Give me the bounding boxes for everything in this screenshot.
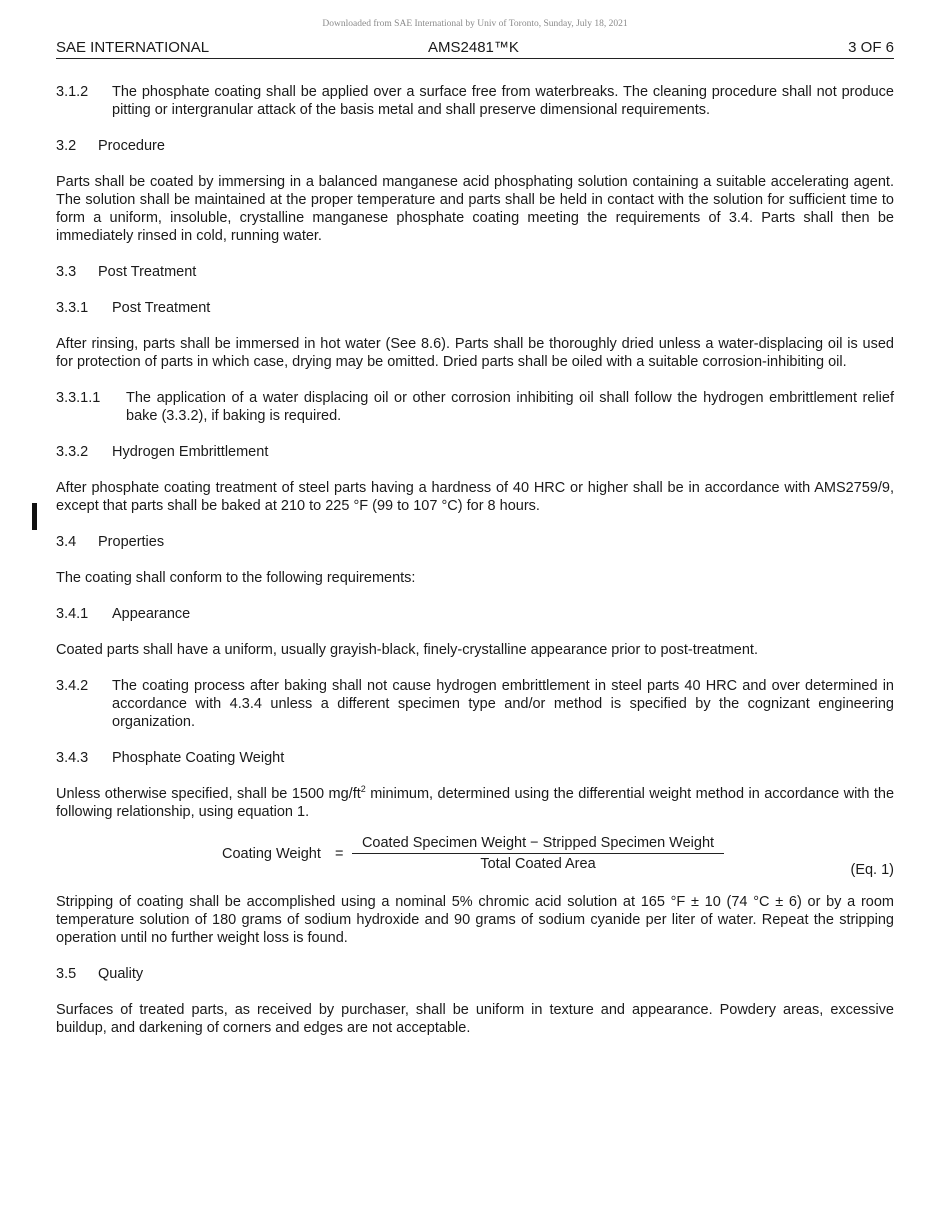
equation-number-tag: (Eq. 1) bbox=[850, 862, 894, 878]
section-text: The phosphate coating shall be applied over a surface free from waterbreaks. The cleaning procedure shall not produce pitting or intergranular attack of the basis metal and shall preserve dimensional requirements. bbox=[112, 84, 894, 118]
section-3-1-2 bbox=[56, 83, 894, 119]
section-number: 3.3 bbox=[56, 264, 77, 280]
equation-denominator: Total Coated Area bbox=[480, 856, 596, 872]
section-3-4-heading bbox=[56, 533, 894, 551]
section-number: 3.4.3 bbox=[56, 750, 89, 766]
document-body bbox=[56, 83, 894, 1055]
section-number: 3.4 bbox=[56, 534, 77, 550]
section-3-3-1-heading bbox=[56, 299, 894, 317]
section-3-4-body: The coating shall conform to the following requirements: bbox=[56, 570, 416, 586]
section-text: The application of a water displacing oil or other corrosion inhibiting oil shall follow the hydrogen embrittlement relief bake (3.3.2), if baking is required. bbox=[126, 390, 894, 424]
section-3-4-1-body: Coated parts shall have a uniform, usually grayish-black, finely-crystalline appearance prior to post-treatment. bbox=[56, 642, 758, 658]
equation-fraction bbox=[352, 834, 724, 873]
section-3-3-heading bbox=[56, 263, 894, 281]
section-title: Quality bbox=[98, 966, 144, 982]
section-number: 3.4.1 bbox=[56, 606, 89, 622]
section-3-5-body: Surfaces of treated parts, as received by purchaser, shall be uniform in texture and appearance. Powdery areas, excessive buildup, and darkening of corners and edges are not acceptable. bbox=[56, 1002, 894, 1036]
section-3-4-2 bbox=[56, 677, 894, 731]
section-text: The coating process after baking shall not cause hydrogen embrittlement in steel parts 40 HRC and over determined in accordance with 4.3.4 unless a different specimen type and/or method is specified by the cognizant engineering organization. bbox=[112, 678, 894, 730]
page-header bbox=[56, 38, 894, 59]
section-number: 3.2 bbox=[56, 138, 77, 154]
body-text-end: minimum, determined using the differential weight method in accordance with the following relationship, using equation 1. bbox=[56, 786, 895, 820]
section-3-2-heading bbox=[56, 137, 894, 155]
section-3-3-2-body: After phosphate coating treatment of steel parts having a hardness of 40 HRC or higher shall be in accordance with AMS2759/9, except that parts shall be baked at 210 to 225 °F (99 to 107 °C) for 8 hours. bbox=[56, 480, 894, 514]
section-number: 3.5 bbox=[56, 966, 77, 982]
section-number: 3.3.1.1 bbox=[56, 390, 101, 406]
section-3-3-2-heading bbox=[56, 443, 894, 461]
section-3-4-3-heading bbox=[56, 749, 894, 767]
header-doc-id: AMS2481™K bbox=[428, 39, 519, 56]
section-number: 3.1.2 bbox=[56, 84, 89, 100]
revision-change-bar bbox=[32, 503, 37, 530]
header-page-number: 3 OF 6 bbox=[848, 39, 894, 56]
equation-numerator: Coated Specimen Weight − Stripped Specimen Weight bbox=[352, 834, 724, 854]
superscript-exponent: 2 bbox=[360, 784, 366, 795]
section-title: Post Treatment bbox=[112, 300, 211, 316]
section-3-4-1-heading bbox=[56, 605, 894, 623]
section-number: 3.3.2 bbox=[56, 444, 89, 460]
header-org: SAE INTERNATIONAL bbox=[56, 39, 210, 56]
section-3-2-body: Parts shall be coated by immersing in a balanced manganese acid phosphating solution containing a suitable accelerating agent. The solution shall be maintained at the proper temperature and parts shall be held in contact with the solution for sufficient time to form a uniform, insoluble, crystalline manganese phosphate coating meeting the requirements of 3.4. Parts shall then be immediately rinsed in cold, running water. bbox=[56, 174, 894, 244]
section-title: Phosphate Coating Weight bbox=[112, 750, 285, 766]
body-text-start: Unless otherwise specified, shall be 1500 mg/ft bbox=[56, 786, 361, 802]
section-title: Appearance bbox=[112, 606, 191, 622]
section-title: Properties bbox=[98, 534, 165, 550]
coating-weight-equation bbox=[56, 835, 894, 878]
download-watermark: Downloaded from SAE International by Univ of Toronto, Sunday, July 18, 2021 bbox=[322, 19, 628, 29]
section-3-4-3-body bbox=[56, 785, 894, 821]
section-title: Procedure bbox=[98, 138, 165, 154]
section-3-3-1-body: After rinsing, parts shall be immersed in hot water (See 8.6). Parts shall be thoroughly dried unless a water-displacing oil is used for protection of parts in which case, drying may be omitted. Dried parts shall be oiled with a suitable corrosion-inhibiting oil. bbox=[56, 336, 894, 370]
stripping-procedure-paragraph: Stripping of coating shall be accomplished using a nominal 5% chromic acid solution at 165 °F ± 10 (74 °C ± 6) or by a room temperature solution of 180 grams of sodium hydroxide and 90 grams of sodium cyanide per liter of water. Repeat the stripping operation until no further weight loss is found. bbox=[56, 894, 894, 946]
section-number: 3.4.2 bbox=[56, 678, 89, 694]
section-3-5-heading bbox=[56, 965, 894, 983]
equation-label: Coating Weight bbox=[222, 846, 321, 862]
section-title: Post Treatment bbox=[98, 264, 197, 280]
section-3-3-1-1 bbox=[56, 389, 894, 425]
equation-equals-sign: = bbox=[335, 846, 344, 862]
section-title: Hydrogen Embrittlement bbox=[112, 444, 269, 460]
section-number: 3.3.1 bbox=[56, 300, 89, 316]
